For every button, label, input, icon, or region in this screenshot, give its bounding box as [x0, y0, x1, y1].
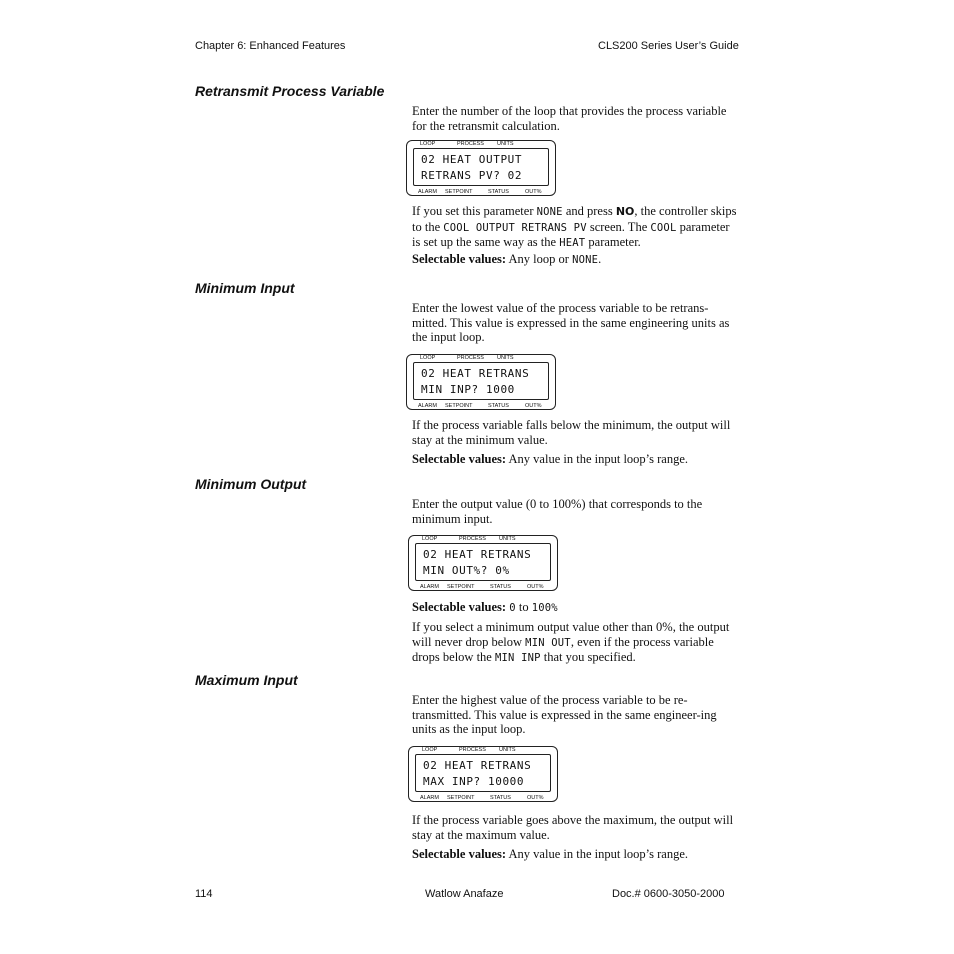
lcd-label-out: OUT% [527, 584, 544, 590]
lcd-line-1: 02 HEAT RETRANS [421, 367, 530, 380]
lcd-label-units: UNITS [497, 141, 514, 147]
selectable-values: Selectable values: Any value in the input loop’s range. [412, 452, 689, 466]
section-intro: Enter the highest value of the process variable to be re-transmitted. This value is expressed in the same engineer-ing units as the input loop. [412, 693, 717, 737]
lcd-label-alarm: ALARM [420, 584, 439, 590]
lcd-label-loop: LOOP [422, 536, 438, 542]
no-key-label: NO [615, 205, 635, 218]
section-intro: Enter the output value (0 to 100%) that corresponds to the minimum input. [412, 497, 703, 526]
lcd-label-alarm: ALARM [420, 795, 439, 801]
lcd-label-process: PROCESS [459, 536, 486, 542]
lcd-screen [413, 148, 549, 186]
lcd-line-2: MIN OUT%? 0% [423, 564, 510, 577]
section-title-minimum-input: Minimum Input [195, 280, 295, 296]
lcd-label-out: OUT% [525, 403, 542, 409]
lcd-label-alarm: ALARM [418, 403, 437, 409]
lcd-screen [415, 543, 551, 581]
lcd-label-process: PROCESS [459, 747, 486, 753]
lcd-label-loop: LOOP [422, 747, 438, 753]
lcd-line-2: MIN INP? 1000 [421, 383, 515, 396]
lcd-line-1: 02 HEAT OUTPUT [421, 153, 523, 166]
lcd-line-1: 02 HEAT RETRANS [423, 759, 532, 772]
section-body: If the process variable goes above the maximum, the output will stay at the maximum value. [412, 813, 734, 842]
section-body: If the process variable falls below the minimum, the output will stay at the minimum value. [412, 418, 731, 447]
lcd-label-loop: LOOP [420, 141, 436, 147]
lcd-label-status: STATUS [490, 584, 511, 590]
section-title-retransmit-pv: Retransmit Process Variable [195, 83, 385, 99]
selectable-values: Selectable values: Any value in the input loop’s range. [412, 847, 689, 861]
lcd-label-units: UNITS [497, 355, 514, 361]
lcd-label-loop: LOOP [420, 355, 436, 361]
section-intro: Enter the number of the loop that provides the process variable for the retransmit calculation. [412, 104, 727, 133]
section-title-minimum-output: Minimum Output [195, 476, 307, 492]
lcd-display [408, 746, 558, 802]
footer-publisher: Watlow Anafaze [425, 888, 504, 900]
section-body: If you select a minimum output value other than 0%, the output will never drop below MIN OUT, even if the process variable drops below the MIN INP that you specified. [412, 620, 730, 665]
lcd-label-out: OUT% [527, 795, 544, 801]
running-header-chapter: Chapter 6: Enhanced Features [195, 40, 346, 52]
lcd-label-units: UNITS [499, 536, 516, 542]
lcd-label-process: PROCESS [457, 355, 484, 361]
lcd-label-out: OUT% [525, 189, 542, 195]
lcd-label-alarm: ALARM [418, 189, 437, 195]
lcd-label-units: UNITS [499, 747, 516, 753]
lcd-screen [415, 754, 551, 792]
lcd-label-process: PROCESS [457, 141, 484, 147]
lcd-label-setpoint: SETPOINT [447, 584, 475, 590]
lcd-display [406, 354, 556, 410]
lcd-label-status: STATUS [488, 189, 509, 195]
running-header-title: CLS200 Series User’s Guide [598, 40, 739, 52]
lcd-line-2: RETRANS PV? 02 [421, 169, 523, 182]
selectable-values: Selectable values: 0 to 100% [412, 600, 558, 614]
section-title-maximum-input: Maximum Input [195, 672, 298, 688]
lcd-label-setpoint: SETPOINT [445, 403, 473, 409]
lcd-label-setpoint: SETPOINT [445, 189, 473, 195]
page-number: 114 [195, 888, 213, 900]
lcd-line-1: 02 HEAT RETRANS [423, 548, 532, 561]
lcd-display [406, 140, 556, 196]
selectable-values: Selectable values: Any loop or NONE. [412, 252, 602, 266]
section-body: If you set this parameter NONE and press NO, the controller skips to the COOL OUTPUT RETRANS PV screen. The COOL parameter is set up the same way as the HEAT parameter. [412, 204, 737, 250]
lcd-display [408, 535, 558, 591]
lcd-label-setpoint: SETPOINT [447, 795, 475, 801]
lcd-label-status: STATUS [488, 403, 509, 409]
footer-doc-number: Doc.# 0600-3050-2000 [612, 888, 725, 900]
lcd-line-2: MAX INP? 10000 [423, 775, 525, 788]
lcd-screen [413, 362, 549, 400]
section-intro: Enter the lowest value of the process variable to be retrans-mitted. This value is expressed in the same engineering units as the input loop. [412, 301, 730, 345]
lcd-label-status: STATUS [490, 795, 511, 801]
